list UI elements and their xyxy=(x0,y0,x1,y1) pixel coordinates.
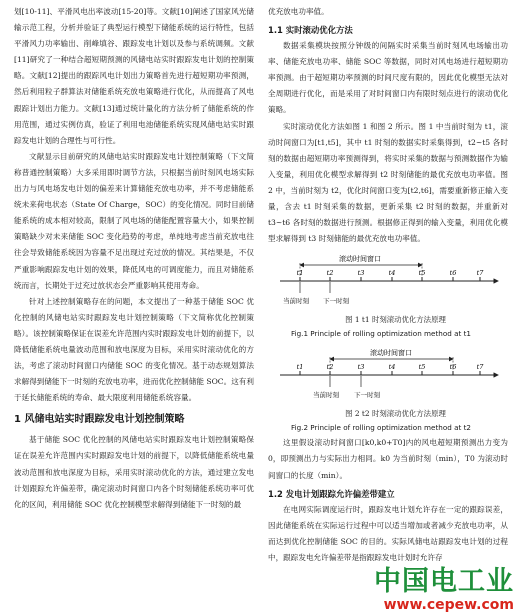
tick-labels xyxy=(297,269,485,281)
paragraph: 基于储能 SOC 优化控制的风储电站实时跟踪发电计划控制策略保证在误差允许范围内实时跟踪发电计划的前提下，以降低储能系统电量波动范围和放电深度为目标，采用实时滚动优化的方法，通过建立发电计划跟踪允许偏差带，确定滚动时间窗口内各个时刻储能系统功率可优化的区间，利用储能 SOC 优化控制模型求解得到储能下一时刻的最 xyxy=(14,435,254,509)
window-label: 滚动时间窗口 xyxy=(339,255,381,264)
svg-text:t2: t2 xyxy=(326,269,334,278)
tick-labels xyxy=(297,363,485,375)
svg-text:t1: t1 xyxy=(296,363,304,372)
figure-caption: 图 1 t1 时刻滚动优化方法原理 xyxy=(345,315,446,325)
paragraph: 实时滚动优化方法如图 1 和图 2 所示。图 1 中当前时刻为 t1，滚动时间窗口为[t1,t5]，其中 t1 时刻的数据实时采集得到，t2~t5 各时刻的数据由超短期功率预测得到，将实时采集的数据与预测数据作为输入变量，利用优化模型求解得到 t2 时刻储能的最优充放电功率值。图 2 中，当前时刻为 t2，优化时间窗口变为[t2,t6]，需要重新修正输入变量，含去 t1 时刻采集的数据，更新采集 t2 时刻的数据，并重新对 t3~t6 各时刻的数据进行预测。根据修正得到的输入变量，利用优化模型求解得到 t3 时刻储能的最优充放电功率值。 xyxy=(268,121,508,244)
watermark xyxy=(374,567,514,613)
figure-caption: 图 2 t2 时刻滚动优化方法原理 xyxy=(345,409,446,419)
paragraph: 数据采集模块按照分钟级的间隔实时采集当前时刻风电场输出功率、储能充放电功率、储能 SOC 等数据，同时对风电场进行超短期功率预测。由于超短期功率预测的时间尺度有限的，因此优化模型无法对全周期进行优化，而是采用了对时间窗口内有限时刻点进行的滚动优化策略。 xyxy=(268,41,508,115)
subsection-heading: 1.2 发电计划跟踪允许偏差带建立 xyxy=(268,488,395,499)
svg-text:t3: t3 xyxy=(357,269,365,278)
figure-2-diagram xyxy=(272,345,504,407)
svg-text:t4: t4 xyxy=(388,269,396,278)
paragraph: 这里假设滚动时间窗口[k0,k0+T0]内的风电超短期预测出力变为 0，即预测出力与实际出力相同。k0 为当前时刻（min），T0 为滚动时间窗口的长度（min）。 xyxy=(268,438,508,480)
paragraph: 在电网实际调度运行时，跟踪发电计划允许存在一定的跟踪误差，因此储能系统在实际运行过程中可以适当增加或者减少充放电功率，从而达到优化控制储能 SOC 的目的。实际风储电站跟踪发电计划的过程中，跟踪发电允许偏差带是指跟踪发电计划时允许存 xyxy=(268,504,508,562)
figure-caption-en: Fig.1 Principle of rolling optimization method at t1 xyxy=(291,329,471,339)
current-time-label: 当前时刻 xyxy=(313,391,339,400)
svg-text:t4: t4 xyxy=(388,363,396,372)
svg-text:t6: t6 xyxy=(449,269,457,278)
figure-1-diagram xyxy=(272,251,504,313)
window-label: 滚动时间窗口 xyxy=(370,349,412,358)
svg-text:t5: t5 xyxy=(418,363,426,372)
right-column xyxy=(268,4,508,566)
svg-text:t5: t5 xyxy=(418,269,426,278)
paragraph: 针对上述控制策略存在的问题，本文提出了一种基于储能 SOC 优化控制的风储电站实时跟踪发电计划控制策略（下文简称优化控制策略）。该控制策略保证在误差允许范围内实时跟踪发电计划的前提下，以降低储能系统电量波动范围和放电深度为目标，采用实时滚动优化的方法，考虑了滚动时间窗口内储能 SOC 的变化情况。基于动态规划算法求解得到储能下一时刻的充放电功率，进而优化控制储能 SOC。这有利于延长储能系统的寿命、最大限度利用储能系统容量。 xyxy=(14,296,254,403)
next-time-label: 下一时刻 xyxy=(323,297,349,306)
svg-text:t3: t3 xyxy=(357,363,365,372)
watermark-url: www.cepew.com xyxy=(383,597,514,613)
svg-text:t7: t7 xyxy=(476,269,484,278)
figure-2 xyxy=(268,345,508,435)
next-time-label: 下一时刻 xyxy=(354,391,380,400)
figure-caption-en: Fig.2 Principle of rolling optimization method at t2 xyxy=(291,423,471,433)
paragraph: 文献显示目前研究的风储电站实时跟踪发电计划控制策略（下文简称普通控制策略）大多采用即时调节方法，只根据当前时刻风电场实际出力与风电场发电计划的偏差来计算储能充放电功率，并不考虑储能系统未来荷电状态（State Of Charge，SOC）的变化情况。同时目前储能系统的成本相对较高，限制了风电场的储能配置容量大小，如果控制策略缺少对未来储能 SOC 变化趋势的考虑，单纯地考虑当前充放电往往会导致储能系统因为容量不足出现过充过放的情况。其结果是，不仅严重影响跟踪发电计划的效果，降低风电的可调度能力，而且对储能系统而言，长期处于过充过放状态会严重影响其使用寿命。 xyxy=(14,151,254,290)
svg-text:t7: t7 xyxy=(476,363,484,372)
figure-1 xyxy=(268,251,508,341)
section-heading: 1 风储电站实时跟踪发电计划控制策略 xyxy=(14,414,185,426)
left-column xyxy=(14,4,254,513)
current-time-label: 当前时刻 xyxy=(283,297,309,306)
svg-text:t2: t2 xyxy=(326,363,334,372)
svg-text:t6: t6 xyxy=(449,363,457,372)
watermark-site-name: 中国电工业 xyxy=(374,566,514,597)
subsection-heading: 1.1 实时滚动优化方法 xyxy=(268,25,353,36)
svg-text:t1: t1 xyxy=(296,269,304,278)
paragraph: 优充放电功率值。 xyxy=(268,7,329,16)
paragraph: 划[10-11]、平滑风电出率波动[15-20]等。文献[10]阐述了国家风光储输示范工程，分析并验证了典型运行模型下储能系统的运行特性，包括平滑风力功率输出、削峰填谷、跟踪发电计划以及参与系统调频。文献[11]研究了一种结合超短期预测的风储电站实时跟踪发电计划的控制策略。文献[12]提出的跟踪风电计划出力策略首先进行超短期功率预测，然后利用粒子群算法对储能系统充放电策略进行优化，从而提高了风电跟踪计划出力能力。文献[13]通过统计量化的方法分析了储能系统的作用范围，通过实例仿真，验证了利用电池储能系统实现风储电站实时跟踪发电计划的合理性与可行性。 xyxy=(14,7,254,145)
